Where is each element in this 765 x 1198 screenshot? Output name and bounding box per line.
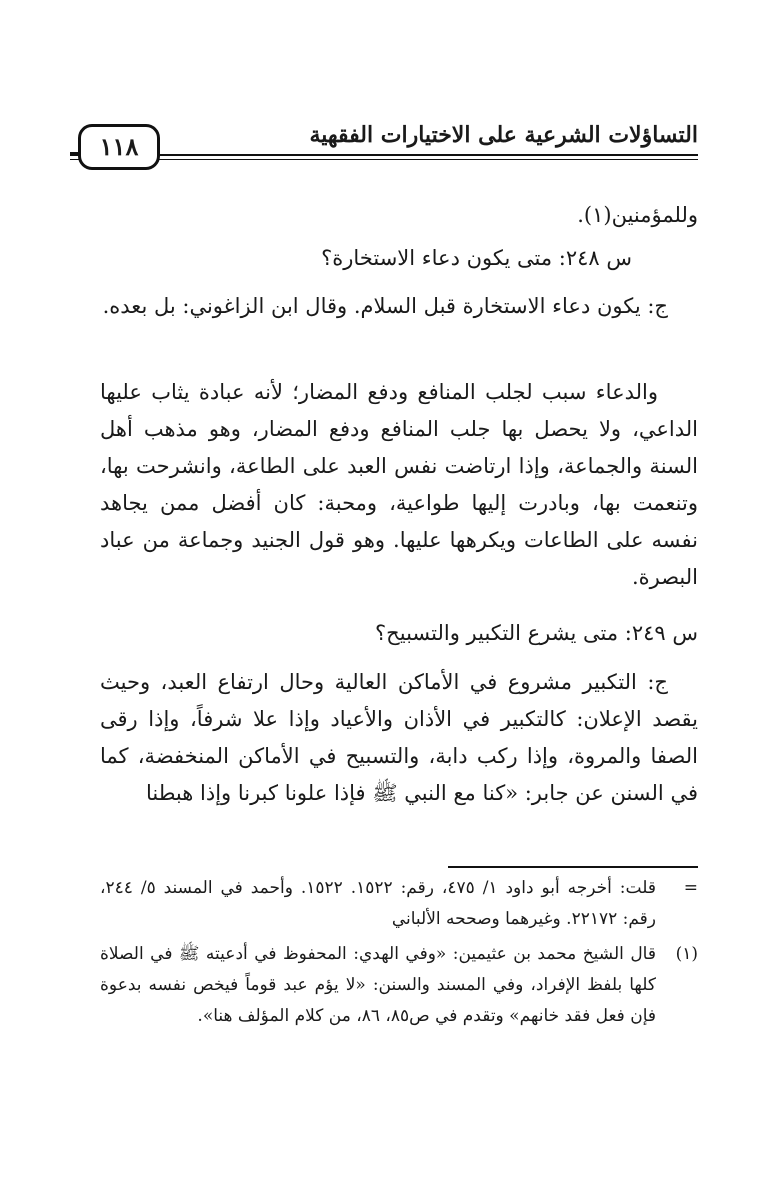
question-248: [34, 240, 632, 277]
page-number-badge: ١١٨: [78, 124, 160, 170]
footnote-continuation: [100, 873, 698, 935]
footnote-separator: [448, 866, 698, 868]
paragraph-continuation: وللمؤمنين(١).: [577, 203, 698, 227]
header-rule: [70, 154, 698, 156]
answer-249: ج: التكبير مشروع في الأماكن العالية وحال ارتفاع العبد، وحيث يقصد الإعلان: كالتكبير في الأذان والأعياد وإذا علا شرفاً، وإذا رقى الصفا والمروة، وإذا ركب دابة، والتسبيح في الأماكن المنخفضة، كما في السنن عن جابر: «كنا مع النبي ﷺ فإذا علونا كبرنا وإذا هبطنا: [100, 670, 698, 805]
paragraph-dua: والدعاء سبب لجلب المنافع ودفع المضار؛ لأنه عبادة يثاب عليها الداعي، ولا يحصل بها جلب المنافع ودفع المضار، وهو مذهب أهل السنة والجماعة، وإذا ارتاضت نفس العبد على الطاعة، وانشرحت بها، وتنعمت بها، وبادرت إليها طواعية، ومحبة: كان أفضل ممن يجاهد نفسه على الطاعات ويكرهها عليها. وهو قول الجنيد وجماعة من عباد البصرة.: [100, 380, 699, 589]
answer-248: ج: يكون دعاء الاستخارة قبل السلام. وقال ابن الزاغوني: بل بعده.: [102, 294, 668, 318]
footnote-1: [100, 939, 698, 1032]
question-248-text: س ٢٤٨: متى يكون دعاء الاستخارة؟: [321, 246, 632, 270]
footnotes: [100, 873, 698, 1032]
footnote-text: قال الشيخ محمد بن عثيمين: «وفي الهدي: المحفوظ في أدعيته ﷺ في الصلاة كلها بلفظ الإفراد، وفي المسند والسنن: «لا يؤم عبد قوماً فيخص نفسه بدعوة فإن فعل فقد خانهم» وتقدم في ص٨٥، ٨٦، من كلام المؤلف هنا».: [100, 944, 656, 1026]
running-title: التساؤلات الشرعية على الاختيارات الفقهية: [309, 122, 698, 148]
footnote-marker: =: [683, 878, 698, 898]
page-header: [70, 118, 698, 162]
question-249: [100, 615, 728, 652]
footnote-text: قلت: أخرجه أبو داود ١/ ٤٧٥، رقم: ١٥٢٢. ١٥٢٢. وأحمد في المسند ٥/ ٢٤٤، رقم: ٢٢١٧٢. وغيرهما وصححه الألباني: [100, 878, 656, 929]
header-rule-thin: [70, 159, 698, 160]
footnote-marker: (١): [675, 944, 698, 964]
question-249-text: س ٢٤٩: متى يشرع التكبير والتسبيح؟: [375, 621, 698, 645]
